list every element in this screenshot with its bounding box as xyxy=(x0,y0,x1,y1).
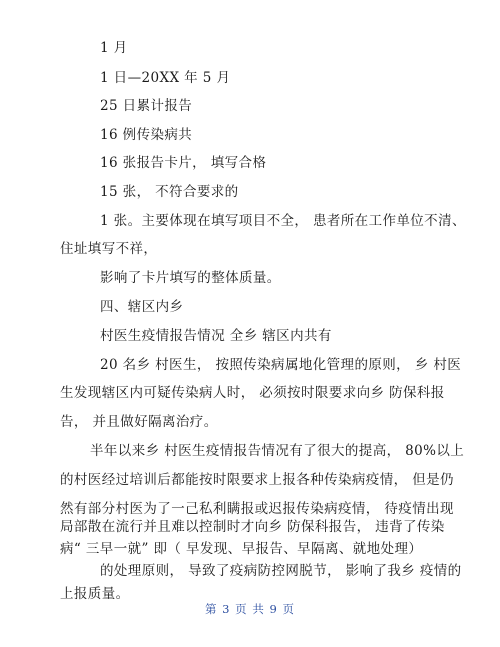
text-line: 然有部分村医为了一己私利瞒报或迟报传染病疫情， 待疫情出现 xyxy=(60,501,454,517)
text-line: 20 名乡 村医生， 按照传染病属地化管理的原则， 乡 村医 xyxy=(100,357,462,373)
text-line: 半年以来乡 村医生疫情报告情况有了很大的提高， 80%以上 xyxy=(90,443,465,459)
page-number: 第 3 页 共 9 页 xyxy=(205,602,295,616)
text-line: 16 例传染病共 xyxy=(100,127,193,143)
text-line: 1 日—20XX 年 5 月 xyxy=(100,70,231,86)
text-line: 告， 并且做好隔离治疗。 xyxy=(60,414,218,430)
text-line: 25 日累计报告 xyxy=(100,98,193,114)
text-line: 1 月 xyxy=(100,40,128,56)
text-line: 15 张， 不符合要求的 xyxy=(100,184,239,200)
text-line: 村医生疫情报告情况 全乡 辖区内共有 xyxy=(100,328,332,344)
text-line: 生发现辖区内可疑传染病人时， 必须按时限要求向乡 防保科报 xyxy=(60,385,445,401)
text-line: 四、辖区内乡 xyxy=(100,299,184,315)
text-line: 局部散在流行并且难以控制时才向乡 防保科报告， 违背了传染 xyxy=(60,519,445,535)
text-line: 影响了卡片填写的整体质量。 xyxy=(100,270,281,286)
text-line: 16 张报告卡片， 填写合格 xyxy=(100,155,267,171)
text-line: 的村医经过培训后都能按时限要求上报各种传染病疫情， 但是仍 xyxy=(60,472,454,488)
text-line: 住址填写不祥， xyxy=(60,241,158,257)
text-line: 病“ 三早一就” 即（ 早发现、早报告、早隔离、就地处理） xyxy=(60,541,423,557)
text-line: 上报质量。 xyxy=(60,586,130,602)
text-line: 的处理原则， 导致了疫病防控网脱节， 影响了我乡 疫情的 xyxy=(100,563,462,579)
text-line: 1 张。主要体现在填写项目不全， 患者所在工作单位不清、 xyxy=(100,213,466,229)
